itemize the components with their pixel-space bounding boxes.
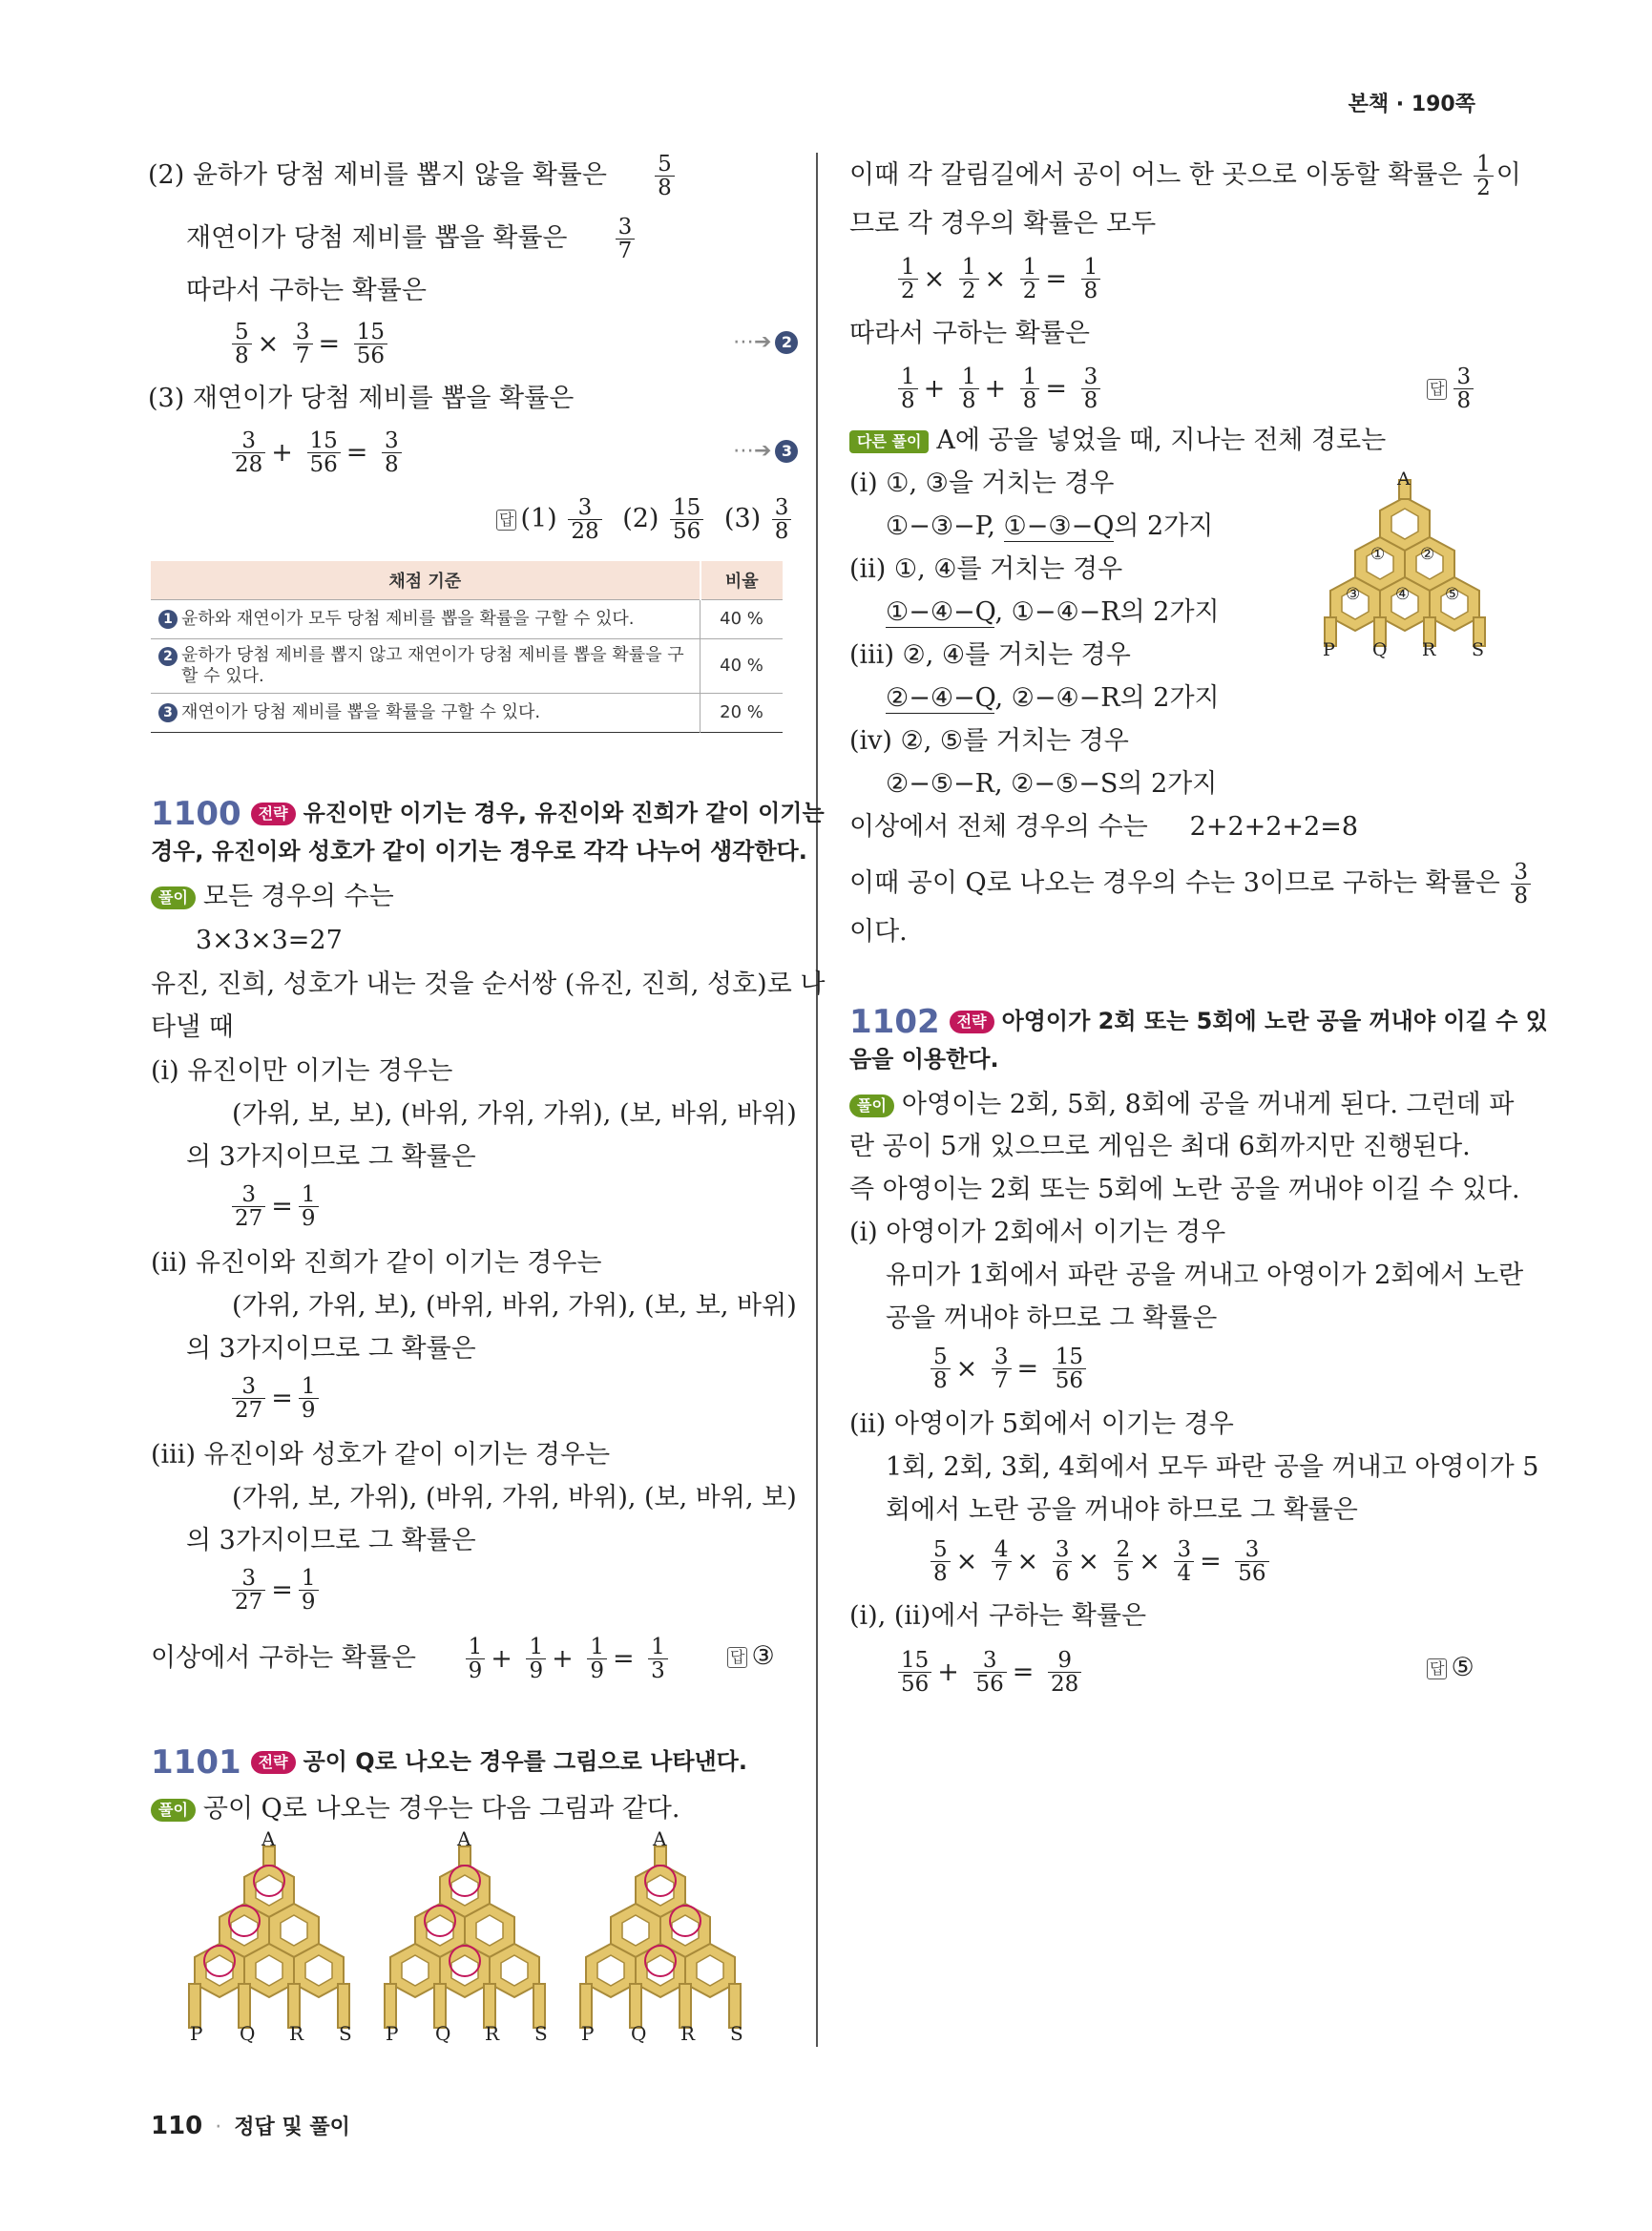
q1102-final: (ⅰ), (ⅱ)에서 구하는 확률은 (849, 1601, 1147, 1631)
case4-head: (ⅳ) ②, ⑤를 거치는 경우 (849, 726, 1129, 756)
q1102-c2-head: (ⅱ) 아영이가 5회에서 이기는 경우 (849, 1409, 1234, 1439)
q1100-c3-head: (ⅲ) 유진이와 성호가 같이 이기는 경우는 (151, 1440, 611, 1470)
q1102-header: 1102 전략 아영이가 2회 또는 5회에 노란 공을 꺼내야 이길 수 있 (849, 1002, 1548, 1041)
q1102-c1-head: (ⅰ) 아영이가 2회에서 이기는 경우 (849, 1218, 1226, 1247)
diagram-top-label: A (1397, 469, 1411, 490)
figure-labels: A P Q R S A P Q R S A P Q R S (190, 1827, 743, 2045)
r-formula1: $\frac{1}{2}$ × $\frac{1}{2}$ × $\frac{1}{2}$ = $\frac{1}{8}$ (895, 256, 1103, 302)
page-number: 110 (151, 2112, 203, 2140)
r-line1: 이때 각 갈림길에서 공이 어느 한 곳으로 이동할 확률은 $\frac{1}{2}$ 이 (849, 152, 1521, 200)
q1102-strategy-line2: 음을 이용한다. (849, 1046, 999, 1073)
answer-icon: 답 (496, 510, 516, 531)
p-answer: 답 (1) $\frac{3}{28}$ (2) $\frac{15}{56}$ (3) $\frac{3}{8}$ (496, 496, 794, 543)
case4-paths: ②−⑤−R, ②−⑤−S의 2가지 (886, 769, 1218, 799)
table-row: 3 재연이가 당첨 제비를 뽑을 확률을 구할 수 있다. 20 % (151, 694, 783, 733)
page-ref: 본책 · 190쪽 (1348, 93, 1475, 116)
q1102-c1-l2: 공을 꺼내야 하므로 그 확률은 (886, 1303, 1218, 1333)
q1100-c3-tail: 의 3가지이므로 그 확률은 (186, 1526, 476, 1555)
case1-head: (ⅰ) ①, ③을 거치는 경우 (849, 469, 1115, 498)
q1100-l4: 타낼 때 (151, 1012, 234, 1042)
diagram-labels: A ① ② ③ ④ ⑤ P Q R S (1323, 469, 1485, 660)
q1100-c3-list: (가위, 보, 가위), (바위, 가위, 바위), (보, 바위, 보) (232, 1483, 797, 1512)
q1100-c2-list: (가위, 가위, 보), (바위, 바위, 가위), (보, 보, 바위) (232, 1291, 797, 1321)
q1100-c2-formula: $\frac{3}{27}$ = $\frac{1}{9}$ (229, 1375, 322, 1422)
step-2-marker: ⋯➔ 2 (733, 330, 798, 354)
p2-line3: 따라서 구하는 확률은 (186, 276, 427, 305)
q1100-c1-list: (가위, 보, 보), (바위, 가위, 가위), (보, 바위, 바위) (232, 1099, 797, 1129)
q1100-c2-tail: 의 3가지이므로 그 확률은 (186, 1334, 476, 1364)
q1100-c2-head: (ⅱ) 유진이와 진희가 같이 이기는 경우는 (151, 1248, 602, 1278)
q1100-header: 1100 전략 유진이만 이기는 경우, 유진이와 진희가 같이 이기는 (151, 794, 825, 833)
q1100-l1: 풀이 모든 경우의 수는 (151, 878, 394, 916)
r-formula2: $\frac{1}{8}$ + $\frac{1}{8}$ + $\frac{1}{8}$ = $\frac{3}{8}$ (895, 365, 1103, 412)
q1101-header: 1101 전략 공이 Q로 나오는 경우를 그림으로 나타낸다. (151, 1742, 747, 1782)
criteria-header: 채점 기준 (151, 561, 701, 600)
q1102-c1-formula: $\frac{5}{8}$ × $\frac{3}{7}$ = $\frac{15}{56}$ (928, 1345, 1089, 1392)
q1102-c2-formula: $\frac{5}{8}$ × $\frac{4}{7}$ × $\frac{3}{6}$ × $\frac{2}{5}$ × $\frac{3}{4}$ = $\frac{3}{56}$ (928, 1538, 1272, 1585)
r-answer1: 답 $\frac{3}{8}$ (1427, 365, 1476, 412)
case3-paths: ②−④−Q, ②−④−R의 2가지 (886, 683, 1220, 713)
q1100-strategy-line2: 경우, 유진이와 성호가 같이 이기는 경우로 각각 나누어 생각한다. (151, 838, 807, 865)
q1100-final: 이상에서 구하는 확률은 $\frac{1}{9}$ + $\frac{1}{9}$ + $\frac{1}{9}$ = $\frac{1}{3}$ (151, 1636, 671, 1682)
total-line: 이상에서 전체 경우의 수는 2+2+2+2=8 (849, 812, 1359, 842)
alt-l1: 다른 풀이 A에 공을 넣었을 때, 지나는 전체 경로는 (849, 422, 1386, 460)
q1102-c2-l1: 1회, 2회, 3회, 4회에서 모두 파란 공을 꺼내고 아영이가 5 (886, 1452, 1539, 1482)
q1100-c3-formula: $\frac{3}{27}$ = $\frac{1}{9}$ (229, 1567, 322, 1614)
grading-criteria-table (151, 561, 783, 733)
q1100-c1-head: (ⅰ) 유진이만 이기는 경우는 (151, 1056, 453, 1086)
p2-line2: 재연이가 당첨 제비를 뽑을 확률은 $\frac{3}{7}$ (186, 216, 638, 262)
q1101-l1: 풀이 공이 Q로 나오는 경우는 다음 그림과 같다. (151, 1790, 680, 1828)
p3-line1: (3) 재연이가 당첨 제비를 뽑을 확률은 (148, 384, 575, 413)
step-3-marker: ⋯➔ 3 (733, 439, 798, 463)
q1100-answer: 답 ③ (727, 1637, 775, 1676)
p2-formula: $\frac{5}{8}$ × $\frac{3}{7}$ = $\frac{15}{56}$ (229, 321, 390, 367)
table-row: 1 윤하와 재연이가 모두 당첨 제비를 뽑을 확률을 구할 수 있다. 40 % (151, 600, 783, 639)
q1100-c1-formula: $\frac{3}{27}$ = $\frac{1}{9}$ (229, 1183, 322, 1230)
q1102-final-formula: $\frac{15}{56}$ + $\frac{3}{56}$ = $\frac{9}{28}$ (895, 1649, 1084, 1696)
q1102-answer: 답 ⑤ (1427, 1649, 1474, 1687)
case3-head: (ⅲ) ②, ④를 거치는 경우 (849, 640, 1131, 670)
q1100-l3: 유진, 진희, 성호가 내는 것을 순서쌍 (유진, 진희, 성호)로 나 (151, 970, 826, 999)
q1100-l2: 3×3×3=27 (196, 926, 343, 955)
p2-line1: (2) 윤하가 당첨 제비를 뽑지 않을 확률은 $\frac{5}{8}$ (148, 153, 678, 199)
column-divider (816, 153, 818, 2047)
case2-paths: ①−④−Q, ①−④−R의 2가지 (886, 597, 1220, 627)
answer-icon: 답 (1427, 1658, 1447, 1679)
q1102-l2: 란 공이 5개 있으므로 게임은 최대 6회까지만 진행된다. (849, 1132, 1471, 1161)
table-row: 2 윤하가 당첨 제비를 뽑지 않고 재연이가 당첨 제비를 뽑을 확률을 구할 수 있다. 40 % (151, 639, 783, 694)
q1102-l3: 즉 아영이는 2회 또는 5회에 노란 공을 꺼내야 이길 수 있다. (849, 1175, 1520, 1204)
answer-icon: 답 (727, 1647, 747, 1668)
page-footer: 110 · 정답 및 풀이 (151, 2112, 350, 2140)
q-end: 이다. (849, 917, 908, 947)
q1102-c1-l1: 유미가 1회에서 파란 공을 꺼내고 아영이가 2회에서 노란 (886, 1261, 1524, 1290)
r-line3: 따라서 구하는 확률은 (849, 319, 1090, 348)
r-line2: 므로 각 경우의 확률은 모두 (849, 209, 1157, 239)
case1-paths: ①−③−P, ①−③−Q의 2가지 (886, 511, 1214, 541)
answer-icon: 답 (1427, 379, 1447, 400)
q-line: 이때 공이 Q로 나오는 경우의 수는 3이므로 구하는 확률은 $\frac{3}{8}$ (849, 861, 1534, 907)
q1100-c1-tail: 의 3가지이므로 그 확률은 (186, 1142, 476, 1172)
p3-formula: $\frac{3}{28}$ + $\frac{15}{56}$ = $\frac{3}{8}$ (229, 429, 405, 476)
case2-head: (ⅱ) ①, ④를 거치는 경우 (849, 554, 1123, 584)
ratio-header: 비율 (701, 561, 784, 600)
q1102-c2-l2: 회에서 노란 공을 꺼내야 하므로 그 확률은 (886, 1495, 1358, 1525)
q1102-l1: 풀이 아영이는 2회, 5회, 8회에 공을 꺼내게 된다. 그런데 파 (849, 1086, 1514, 1124)
